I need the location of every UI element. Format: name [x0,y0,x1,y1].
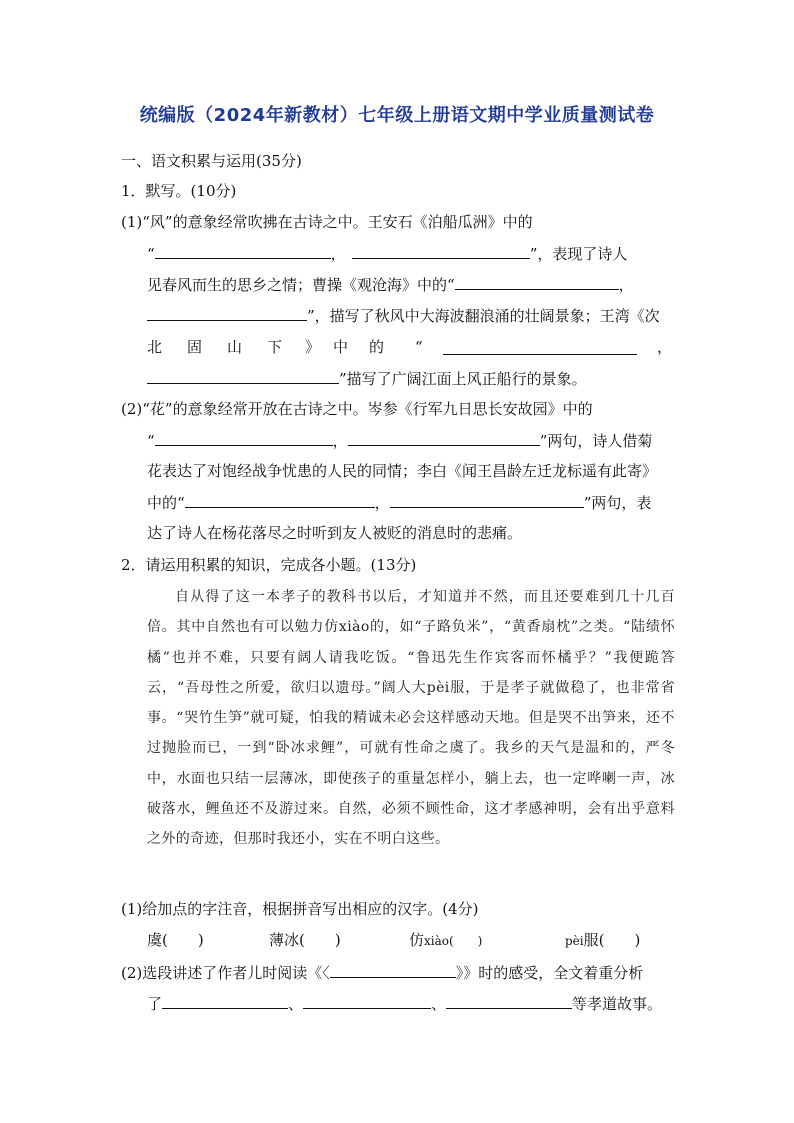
q1-part2-line3: 花表达了对饱经战争忧患的人民的同情；李白《闻王昌龄左迁龙标遥有此寄》 [147,462,658,480]
answer-blank[interactable] [185,492,375,508]
q2-sub2-line1: (2)选段讲述了作者儿时阅读《〈 》》时的感受，全文着重分析 [121,964,644,982]
item-yu: 虞( ) [147,931,204,949]
answer-blank[interactable] [147,305,307,321]
q1-part1-line3: 见春风而生的思乡之情；曹操《观沧海》中的“ ， [147,276,634,294]
item-peifu: pèi服( ) [565,931,641,949]
answer-blank[interactable] [390,492,584,508]
q1-part2-line4: 中的“ ， ”两句，表 [147,494,652,512]
item-baobing: 薄冰( ) [269,931,341,949]
answer-blank[interactable] [303,993,431,1009]
q1-part2-line1: (2)“花”的意象经常开放在古诗之中。岑参《行军九日思长安故园》中的 [121,400,593,418]
answer-blank[interactable] [352,243,530,259]
answer-blank[interactable] [330,962,456,978]
answer-blank[interactable] [443,339,637,355]
q2-sub1: (1)给加点的字注音，根据拼音写出相应的汉字。(4分) [121,900,479,918]
q1-part1-line6: ”描写了广阔江面上风正船行的景象。 [147,368,587,389]
q1-part1-line4: ”，描写了秋风中大海波翻浪涌的壮阔景象；王湾《次 [147,305,660,326]
page-title: 统编版（2024年新教材）七年级上册语文期中学业质量测试卷 [139,105,655,126]
answer-blank[interactable] [155,430,333,446]
answer-blank[interactable] [455,274,619,290]
q1-part2-line2: “ ， ”两句，诗人借菊 [147,432,653,450]
answer-blank[interactable] [162,993,288,1009]
answer-blank[interactable] [348,430,540,446]
answer-blank[interactable] [155,243,331,259]
passage-text: 自从得了这一本孝子的教科书以后，才知道并不然，而且还要难到几十几百倍。其中自然也有可以勉力仿xiào的，如“子路负米”，“黄香扇枕”之类。“陆绩怀橘”也并不难，只要有阔人请我吃饭。“鲁迅先生作宾客而怀橘乎？”我便跪答云，“吾母性之所爱，欲归以遗母。”阔人大pèi服，于是孝子就做稳了，也非常省事。“哭竹生笋”就可疑，怕我的精诚未必会这样感动天地。但是哭不出笋来，还不过抛脸而已，一到“卧冰求鲤”，可就有性命之虞了。我乡的天气是温和的，严冬中，水面也只结一层薄冰，即使孩子的重量怎样小，躺上去，也一定哗喇一声，冰破落水，鲤鱼还不及游过来。自然，必须不顾性命，这才孝感神明，会有出乎意料之外的奇迹，但那时我还小，实在不明白这些。 [147,589,675,848]
question-2-heading: 2．请运用积累的知识，完成各小题。(13分) [121,556,417,574]
question-1-heading: 1．默写。(10分) [121,182,237,200]
item-fang: 仿xiào( ) [409,931,483,949]
answer-blank[interactable] [446,993,572,1009]
q1-part1-line1: (1)“风”的意象经常吹拂在古诗之中。王安石《泊船瓜洲》中的 [121,213,533,231]
answer-blank[interactable] [147,368,339,384]
q1-part2-line5: 达了诗人在杨花落尽之时听到友人被贬的消息时的悲痛。 [147,524,523,542]
reading-passage [147,582,675,855]
section-heading: 一、语文积累与运用(35分) [121,152,302,170]
q1-part1-line2: “ ， ”，表现了诗人 [147,245,628,263]
q2-sub2-line2: 了 、 、 等孝道故事。 [147,995,663,1013]
